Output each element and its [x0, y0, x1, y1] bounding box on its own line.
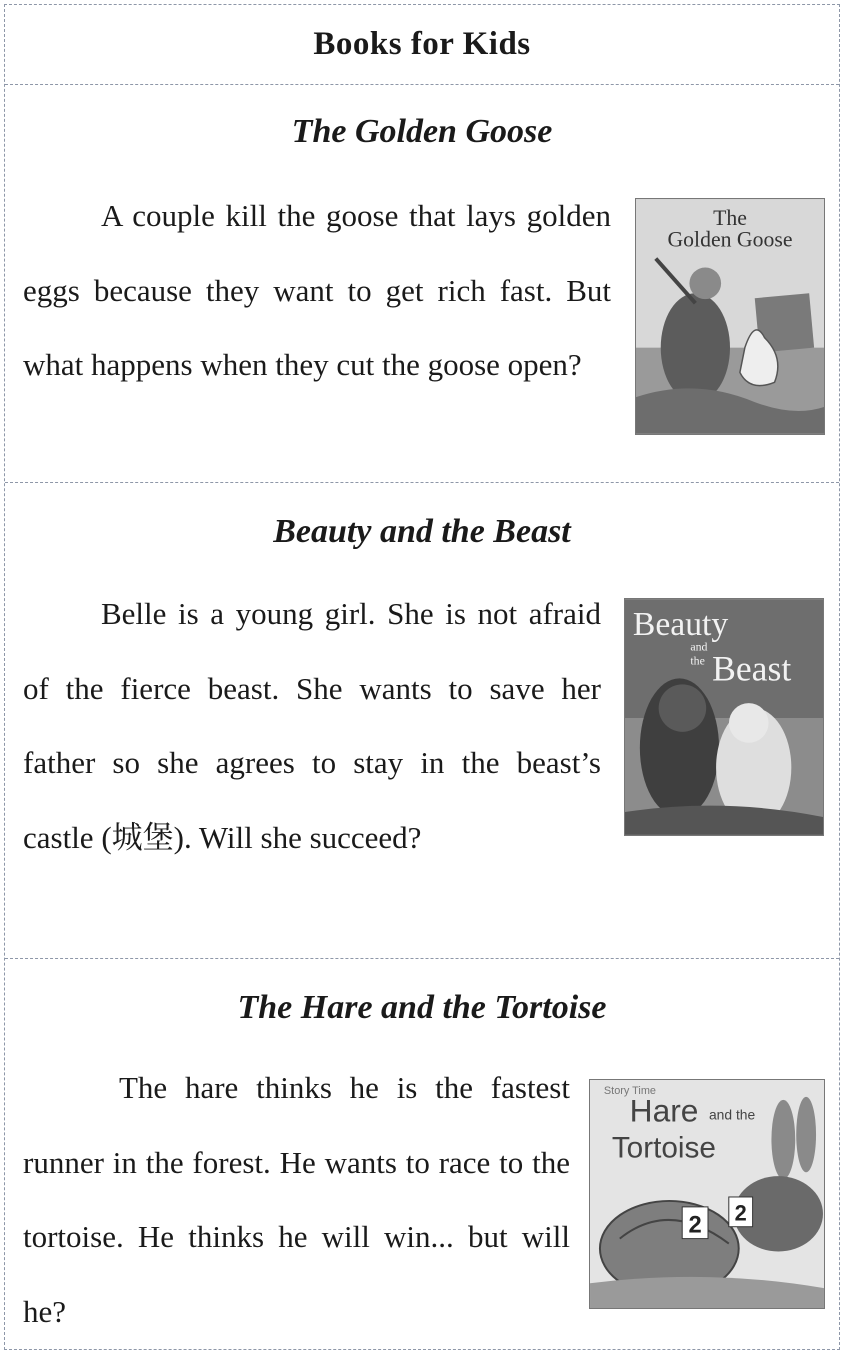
book-title: The Golden Goose	[291, 113, 553, 150]
book-description: A couple kill the goose that lays golden eggs because they want to get rich fast. But what happens when they cut the goose open?	[23, 198, 611, 382]
cover-race-number: 2	[688, 1211, 702, 1239]
book-cover-hare-and-tortoise	[589, 1079, 825, 1309]
cover-title-line: Beast	[712, 648, 792, 689]
book-title: Beauty and the Beast	[273, 513, 571, 550]
book-cover-beauty-and-the-beast	[624, 598, 824, 836]
cover-title-line: and	[690, 639, 708, 654]
book-entry-hare-and-tortoise	[5, 959, 839, 1351]
cover-race-number: 2	[734, 1200, 747, 1226]
cover-title-line: Hare	[629, 1092, 699, 1129]
book-description: The hare thinks he is the fastest runner in the forest. He wants to race to the tortoise. He thinks he will win... but will he?	[23, 1070, 570, 1329]
table-header	[5, 5, 839, 85]
book-title: The Hare and the Tortoise	[237, 989, 607, 1026]
cover-title-line: Beauty	[632, 605, 729, 643]
book-entry-golden-goose	[5, 85, 839, 483]
books-table	[4, 4, 840, 1350]
cover-title-line: Golden Goose	[667, 227, 793, 252]
cover-title-line: Story Time	[603, 1084, 656, 1097]
cover-title-line: Tortoise	[611, 1131, 716, 1165]
cover-title-line: the	[690, 653, 705, 668]
book-entry-beauty-and-the-beast	[5, 483, 839, 959]
book-cover-golden-goose	[635, 198, 825, 435]
cover-title-line: and the	[708, 1106, 756, 1123]
page-title: Books for Kids	[313, 26, 531, 62]
cover-title-line: The	[713, 205, 747, 230]
book-description: Belle is a young girl. She is not afraid of the fierce beast. She wants to save her father so she agrees to stay in the beast’s castle (城堡). Will she succeed?	[23, 596, 601, 855]
